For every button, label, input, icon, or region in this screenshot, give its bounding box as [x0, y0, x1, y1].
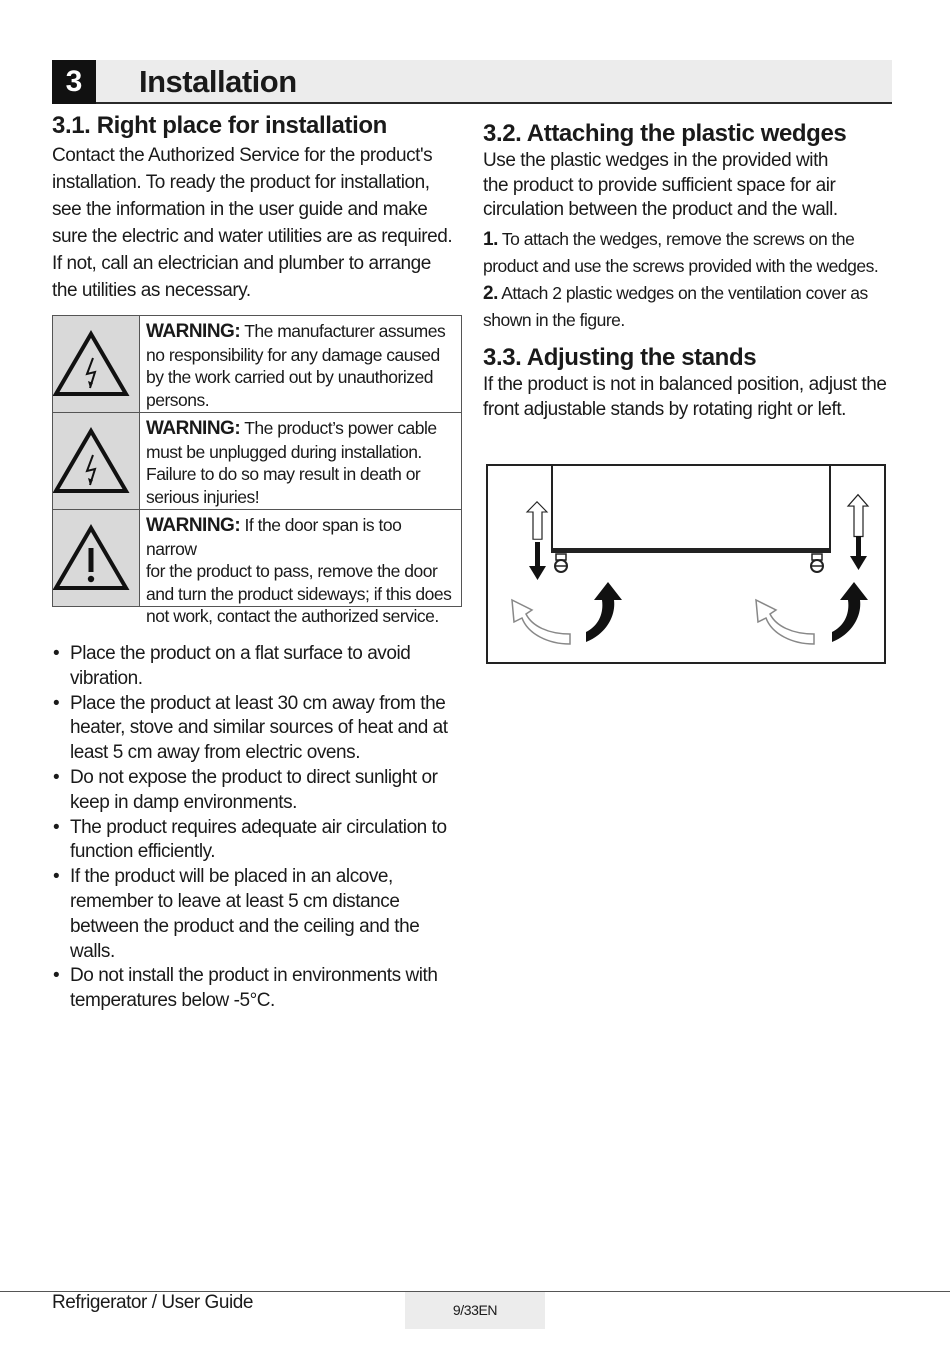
text-line: between the product and the ceiling and the: [70, 915, 420, 937]
text-line: Use the plastic wedges in the provided with: [483, 150, 829, 171]
text-line: Place the product at least 30 cm away from the: [70, 692, 446, 714]
bullet-icon: •: [53, 816, 60, 838]
text-line: see the information in the user guide and make: [52, 199, 428, 220]
counterclockwise-arrow-outline: [756, 600, 814, 644]
step-item: [483, 226, 903, 253]
left-rotation-arrows: [512, 582, 622, 644]
list-item: [52, 964, 462, 1014]
text-line: function efficiently.: [70, 841, 216, 863]
text-line: remember to leave at least 5 cm distance: [70, 890, 400, 912]
warning-label: WARNING:: [146, 515, 241, 536]
bullet-icon: •: [53, 766, 60, 788]
bullet-icon: •: [53, 866, 60, 888]
bullet-icon: •: [53, 692, 60, 714]
section-3-2-steps: [483, 226, 903, 334]
counterclockwise-arrow-outline: [512, 600, 570, 644]
warning-label: WARNING:: [146, 321, 241, 342]
list-item: [52, 865, 462, 964]
text-line: Do not install the product in environments with: [70, 965, 438, 987]
warning-row: [53, 510, 461, 627]
text-line: If the door span is too narrow: [146, 515, 402, 559]
right-vertical-arrows: [848, 495, 868, 570]
down-arrow-solid: [850, 556, 867, 570]
list-item: [52, 642, 462, 692]
right-foot: [811, 554, 823, 572]
section-heading-3-1: 3.1. Right place for installation: [52, 112, 387, 139]
electric-hazard-icon: [53, 328, 139, 400]
text-line: temperatures below -5°C.: [70, 990, 275, 1012]
warning-text: [146, 514, 455, 628]
left-vertical-arrows: [527, 502, 547, 580]
text-line: front adjustable stands by rotating right or left.: [483, 398, 846, 420]
text-line: vibration.: [70, 667, 143, 689]
text-line: circulation between the product and the wall.: [483, 199, 838, 220]
up-arrow-outline: [848, 495, 868, 537]
text-line: To attach the wedges, remove the screws on the: [497, 229, 855, 249]
text-line: If not, call an electrician and plumber to arrange: [52, 253, 431, 274]
text-line: Do not expose the product to direct sunlight or: [70, 766, 438, 788]
text-line: If the product is not in balanced position, adjust the: [483, 374, 887, 395]
warning-row: [53, 413, 461, 510]
warning-row: [53, 316, 461, 413]
text-line: least 5 cm away from electric ovens.: [70, 742, 361, 764]
bullet-icon: •: [53, 965, 60, 987]
left-foot: [555, 554, 567, 572]
text-line: shown in the figure.: [483, 310, 625, 330]
general-warning-icon: [53, 522, 139, 594]
text-line: must be unplugged during installation.: [146, 441, 422, 462]
text-line: product and use the screws provided with the wedges.: [483, 256, 879, 276]
text-line: The product requires adequate air circulation to: [70, 816, 447, 838]
appliance-body: [552, 466, 830, 552]
warnings-table: [52, 315, 462, 627]
text-line: no responsibility for any damage caused: [146, 344, 440, 365]
page-number: 9/33EN: [405, 1292, 545, 1329]
bullet-icon: •: [53, 643, 60, 664]
text-line: persons.: [146, 389, 210, 410]
text-line: by the work carried out by unauthorized: [146, 367, 433, 388]
section-heading-3-2: 3.2. Attaching the plastic wedges: [483, 120, 847, 147]
appliance-base: [552, 548, 830, 553]
stands-illustration: [488, 466, 884, 662]
text-line: sure the electric and water utilities are as required.: [52, 226, 453, 247]
clockwise-arrow-solid: [832, 582, 868, 642]
step-number: 2.: [483, 283, 498, 304]
warning-text: [146, 417, 455, 508]
text-line: the utilities as necessary.: [52, 280, 251, 301]
text-line: not work, contact the authorized service.: [146, 606, 439, 627]
text-line: Contact the Authorized Service for the product's: [52, 145, 433, 166]
list-item: [52, 692, 462, 766]
section-heading-3-3: 3.3. Adjusting the stands: [483, 344, 757, 371]
section-3-1-intro: [52, 142, 472, 304]
text-line: for the product to pass, remove the door: [146, 561, 438, 582]
text-line: walls.: [70, 940, 115, 962]
section-3-2-intro: [483, 149, 903, 223]
step-number: 1.: [483, 229, 498, 250]
text-line: Place the product on a flat surface to avoid: [70, 643, 411, 664]
step-item: [483, 280, 903, 307]
text-line: installation. To ready the product for installation,: [52, 172, 430, 193]
up-arrow-outline: [527, 502, 547, 539]
clockwise-arrow-solid: [586, 582, 622, 642]
chapter-number: 3: [52, 60, 96, 104]
text-line: keep in damp environments.: [70, 791, 297, 813]
text-line: Attach 2 plastic wedges on the ventilation cover as: [497, 283, 868, 303]
list-item: [52, 816, 462, 866]
text-line: the product to provide sufficient space for air: [483, 174, 836, 196]
down-arrow-solid: [529, 566, 546, 580]
text-line: and turn the product sideways; if this does: [146, 583, 452, 604]
installation-bullet-list: [52, 642, 462, 1014]
list-item: [52, 766, 462, 816]
text-line: If the product will be placed in an alcove,: [70, 866, 393, 888]
text-line: Failure to do so may result in death or: [146, 464, 421, 485]
electric-hazard-icon: [53, 425, 139, 497]
chapter-title: Installation: [139, 64, 297, 99]
warning-text: [146, 320, 455, 411]
chapter-header: [52, 60, 892, 104]
right-rotation-arrows: [756, 582, 868, 644]
text-line: heater, stove and similar sources of heat and at: [70, 717, 448, 739]
adjusting-stands-figure: [486, 464, 886, 664]
text-line: The product’s power cable: [240, 418, 437, 438]
text-line: The manufacturer assumes: [240, 321, 446, 341]
section-3-3-intro: [483, 373, 903, 422]
warning-label: WARNING:: [146, 418, 241, 439]
footer-document-title: Refrigerator / User Guide: [52, 1292, 253, 1313]
text-line: serious injuries!: [146, 486, 260, 507]
